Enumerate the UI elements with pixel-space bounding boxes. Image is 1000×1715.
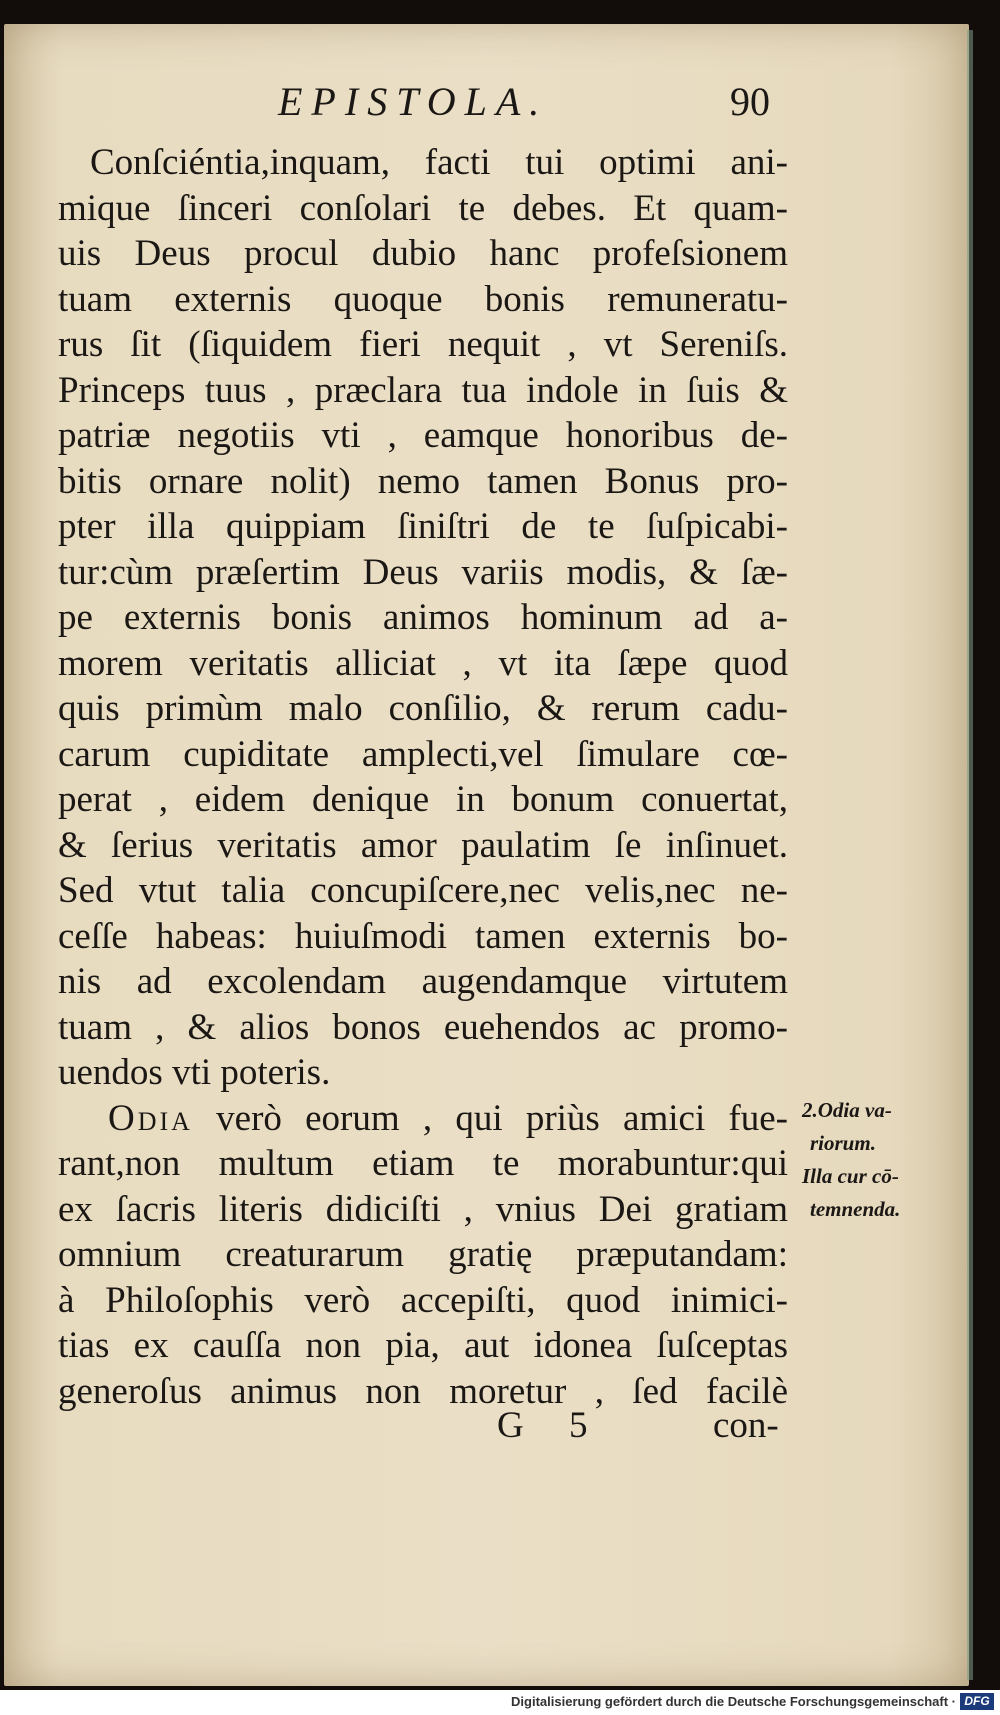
text-line: uendos vti poteris. — [58, 1052, 331, 1093]
text-line: & ſerius veritatis amor paulatim ſe inſinuet. — [58, 824, 788, 866]
footer-bar — [0, 1690, 1000, 1715]
text-line: tias ex cauſſa non pia, aut idonea ſuſceptas — [58, 1325, 788, 1366]
text-line: tuam externis quoque bonis remuneratu- — [58, 278, 788, 320]
margin-note-line: Illa cur cō- — [802, 1164, 899, 1188]
margin-note-line: riorum. — [810, 1131, 876, 1155]
text-line: perat , eidem denique in bonum conuertat, — [58, 779, 788, 820]
text-line: tur:cùm præſertim Deus variis modis, & ſæ- — [58, 551, 788, 593]
text-line: carum cupiditate amplecti,vel ſimulare cœ- — [58, 733, 788, 775]
text-line: ceſſe habeas: huiuſmodi tamen externis bo- — [58, 915, 788, 957]
text-line: quis primùm malo conſilio, & rerum cadu- — [58, 688, 788, 729]
text-line: nis ad excolendam augendamque virtutem — [58, 961, 788, 1002]
page-header — [0, 78, 1000, 138]
text-line: patriæ negotiis vti , eamque honoribus de- — [58, 415, 788, 456]
text-line: ex ſacris literis didiciſti , vnius Dei gratiam — [58, 1188, 788, 1230]
funding-credit: Digitalisierung gefördert durch die Deutsche Forschungsgemeinschaft · — [511, 1694, 956, 1709]
text-line: bitis ornare nolit) nemo tamen Bonus pro- — [58, 460, 788, 502]
margin-note — [802, 1094, 962, 1226]
margin-note-line: 2.Odia va- — [802, 1098, 892, 1122]
text-line: à Philoſophis verò accepiſti, quod inimici- — [58, 1279, 788, 1321]
text-line: rant,non multum etiam te morabuntur:qui — [58, 1143, 788, 1184]
text-line: mique ſinceri conſolari te debes. Et quam- — [58, 187, 788, 229]
text-line: pter illa quippiam ſiniſtri de te ſuſpicabi- — [58, 506, 788, 547]
paragraph-first-line — [58, 1096, 788, 1142]
text-line: pe externis bonis animos hominum ad a- — [58, 597, 788, 638]
dfg-logo: DFG — [960, 1693, 994, 1710]
text-line: Sed vtut talia concupiſcere,nec velis,nec ne- — [58, 870, 788, 911]
text-line: morem veritatis alliciat , vt ita ſæpe quod — [58, 642, 788, 684]
body-text — [58, 140, 788, 1414]
signature-line — [0, 1404, 1000, 1454]
lead-word: Odia — [108, 1097, 193, 1139]
text-line: uis Deus procul dubio hanc profeſsionem — [58, 233, 788, 274]
page-number: 90 — [730, 79, 770, 124]
text-line: rus ſit (ſiquidem fieri nequit , vt Sereniſs. — [58, 324, 788, 365]
running-title: EPISTOLA. — [278, 79, 549, 124]
text-line: omnium creaturarum gratię præputandam: — [58, 1234, 788, 1275]
text-line: Conſciéntia,inquam, facti tui optimi ani- — [90, 142, 788, 183]
margin-note-line: temnenda. — [810, 1197, 901, 1221]
paragraph-first-line-rest: verò eorum , qui priùs amici fue- — [192, 1097, 788, 1139]
text-line: tuam , & alios bonos euehendos ac promo- — [58, 1006, 788, 1048]
catchword: con- — [713, 1405, 779, 1446]
text-line: Princeps tuus , præclara tua indole in ſuis & — [58, 369, 788, 411]
text-line: generoſus animus non moretur , ſed facilè — [58, 1370, 788, 1412]
signature-mark: G 5 — [497, 1405, 606, 1446]
